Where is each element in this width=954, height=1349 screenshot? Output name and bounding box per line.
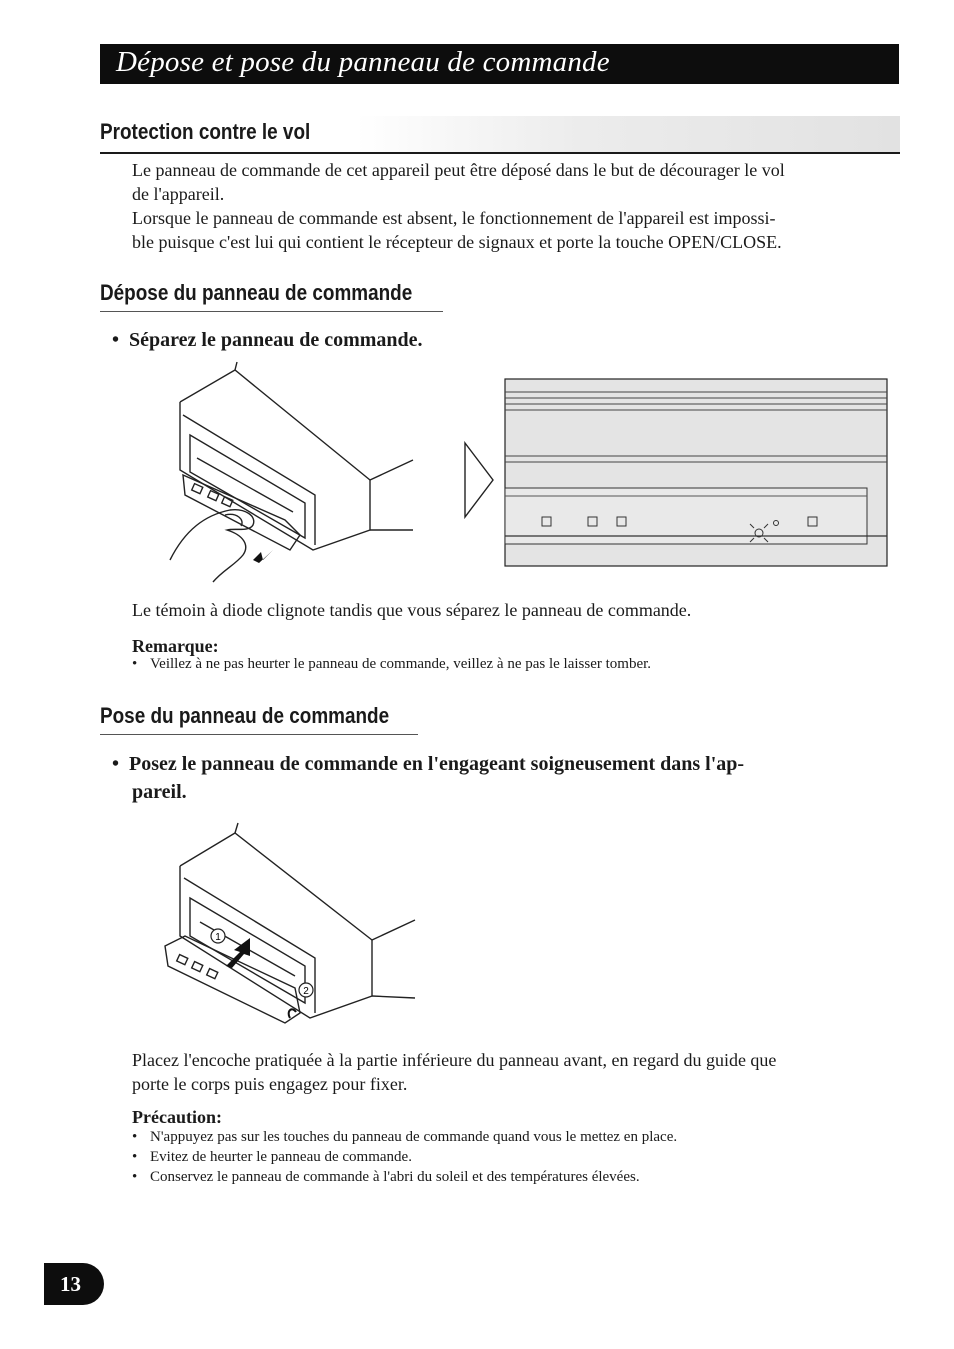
next-step-arrow-icon bbox=[462, 440, 496, 520]
precaution-item: • Evitez de heurter le panneau de commande. bbox=[132, 1149, 412, 1165]
pull-arrow-icon bbox=[253, 546, 277, 563]
step-marker-2-label: 2 bbox=[303, 986, 309, 997]
page-number: 13 bbox=[60, 1272, 81, 1296]
precaution-item: • Conservez le panneau de commande à l'abri du soleil et des températures élevées. bbox=[132, 1169, 640, 1185]
bullet: • bbox=[132, 1169, 138, 1185]
panel-button bbox=[207, 969, 218, 979]
removal-illustration bbox=[165, 360, 425, 585]
intro-line: ble puisque c'est lui qui contient le récepteur de signaux et porte la touche OPEN/CLOSE. bbox=[132, 232, 782, 252]
installation-illustration bbox=[160, 818, 422, 1033]
unit-left-face bbox=[180, 866, 372, 1018]
bullet: • bbox=[132, 1129, 138, 1145]
remarque-item: • Veillez à ne pas heurter le panneau de commande, veillez à ne pas le laisser tomber. bbox=[132, 656, 652, 672]
bullet: • bbox=[132, 656, 138, 672]
bullet: • bbox=[112, 329, 130, 351]
depose-step bbox=[112, 326, 423, 354]
depose-title: Dépose du panneau de commande bbox=[100, 280, 413, 305]
section-title: Protection contre le vol bbox=[100, 119, 311, 144]
chapter-title: Dépose et pose du panneau de commande bbox=[116, 46, 610, 78]
depose-caption: Le témoin à diode clignote tandis que vous séparez le panneau de commande. bbox=[132, 600, 692, 620]
depose-heading-rule bbox=[100, 311, 443, 312]
section-heading-bar bbox=[100, 116, 900, 154]
remarque-title: Remarque: bbox=[132, 636, 219, 656]
step-marker-2 bbox=[299, 983, 313, 997]
intro-paragraph-1 bbox=[132, 158, 872, 206]
step-marker-1 bbox=[211, 929, 225, 943]
pose-step bbox=[112, 750, 744, 806]
depose-step-text: Séparez le panneau de commande. bbox=[129, 329, 423, 351]
pose-step-text: Posez le panneau de commande en l'engageant soigneusement dans l'ap- bbox=[129, 753, 745, 775]
chapter-title-bar bbox=[100, 44, 899, 84]
front-panel-closeup bbox=[504, 378, 888, 568]
precaution-title: Précaution: bbox=[132, 1107, 222, 1127]
depose-heading bbox=[100, 280, 463, 306]
inserting-panel bbox=[165, 936, 300, 1023]
intro-line: de l'appareil. bbox=[132, 184, 225, 204]
panel-button bbox=[192, 484, 203, 494]
panel-button bbox=[177, 955, 188, 965]
intro-line: Lorsque le panneau de commande est absent, le fonctionnement de l'appareil est impossi- bbox=[132, 208, 776, 228]
intro-paragraph-2 bbox=[132, 206, 872, 254]
step-marker-1-label: 1 bbox=[215, 932, 221, 943]
precaution-item: • N'appuyez pas sur les touches du panneau de commande quand vous le mettez en place. bbox=[132, 1129, 678, 1145]
pose-heading bbox=[100, 703, 436, 729]
unit-left-face bbox=[180, 402, 370, 550]
pose-title: Pose du panneau de commande bbox=[100, 703, 390, 728]
pose-caption bbox=[132, 1048, 872, 1096]
unit-top-edge bbox=[180, 833, 372, 940]
page-number-badge bbox=[44, 1263, 104, 1305]
pose-caption-line: Placez l'encoche pratiquée à la partie inférieure du panneau avant, en regard du guide que bbox=[132, 1050, 777, 1070]
panel-button bbox=[222, 497, 233, 507]
pose-caption-line: porte le corps puis engagez pour fixer. bbox=[132, 1074, 408, 1094]
intro-line: Le panneau de commande de cet appareil peut être déposé dans le but de décourager le vol bbox=[132, 160, 785, 180]
bullet: • bbox=[132, 1149, 138, 1165]
bullet: • bbox=[112, 753, 130, 775]
unit-top-edge bbox=[180, 370, 370, 480]
case-body bbox=[235, 362, 413, 530]
pose-heading-rule bbox=[100, 734, 418, 735]
panel-button bbox=[192, 962, 203, 972]
pose-step-text-cont: pareil. bbox=[132, 781, 187, 803]
